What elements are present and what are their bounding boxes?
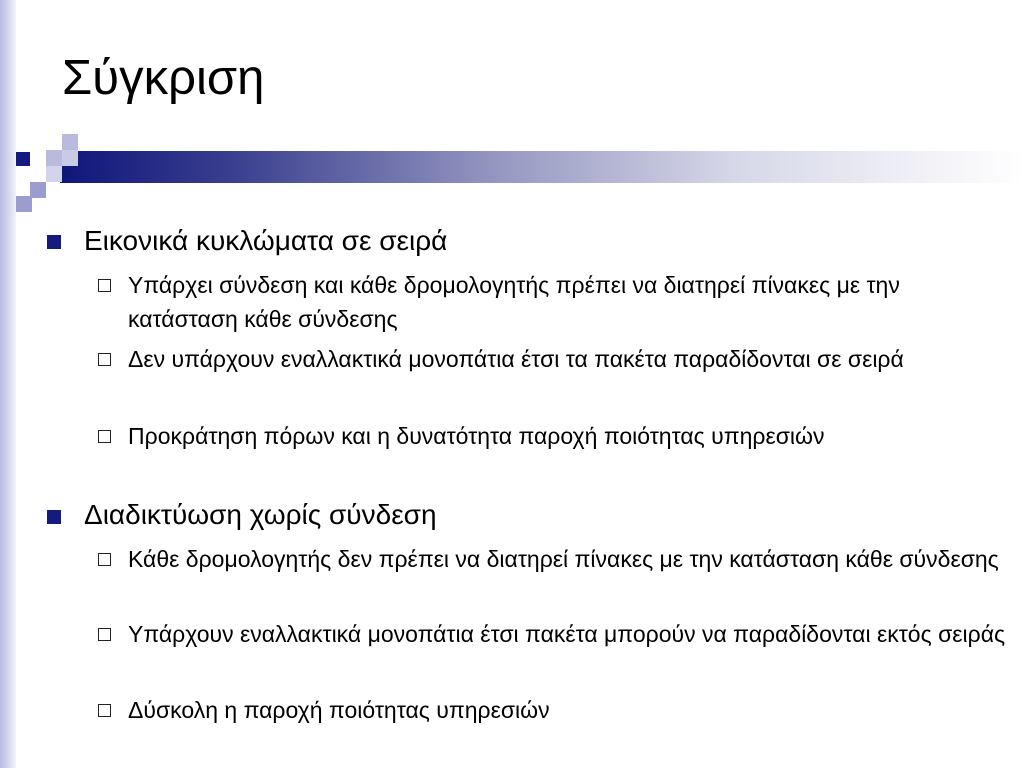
hollow-square-bullet-icon [98, 704, 111, 717]
bullet-point: Δύσκολη η παροχή ποιότητας υπηρεσιών [128, 697, 550, 723]
hollow-square-bullet-icon [98, 628, 111, 641]
hollow-square-bullet-icon [98, 353, 111, 366]
hollow-square-bullet-icon [98, 430, 111, 443]
bullet-point: Υπάρχει σύνδεση και κάθε δρομολογητής πρέπει να διατηρεί πίνακες με την κατάσταση κάθε σύνδεσης [128, 272, 900, 332]
bullet-square-icon [47, 510, 61, 524]
bullet-point: Δεν υπάρχουν εναλλακτικά μονοπάτια έτσι τα πακέτα παραδίδονται σε σειρά [128, 346, 904, 372]
bullet-point: Υπάρχουν εναλλακτικά μονοπάτια έτσι πακέτα μπορούν να παραδίδονται εκτός σειράς [128, 621, 1006, 647]
hollow-square-bullet-icon [98, 279, 111, 292]
bullet-point: Προκράτηση πόρων και η δυνατότητα παροχή ποιότητας υπηρεσιών [128, 423, 825, 449]
hollow-square-bullet-icon [98, 553, 111, 566]
bullet-square-icon [47, 235, 61, 249]
bullet-point: Κάθε δρομολογητής δεν πρέπει να διατηρεί πίνακες με την κατάσταση κάθε σύνδεσης [128, 546, 999, 572]
section-heading: Εικονικά κυκλώματα σε σειρά [84, 225, 448, 256]
section-heading: Διαδικτύωση χωρίς σύνδεση [84, 499, 437, 530]
slide-title: Σύγκριση [62, 51, 265, 105]
